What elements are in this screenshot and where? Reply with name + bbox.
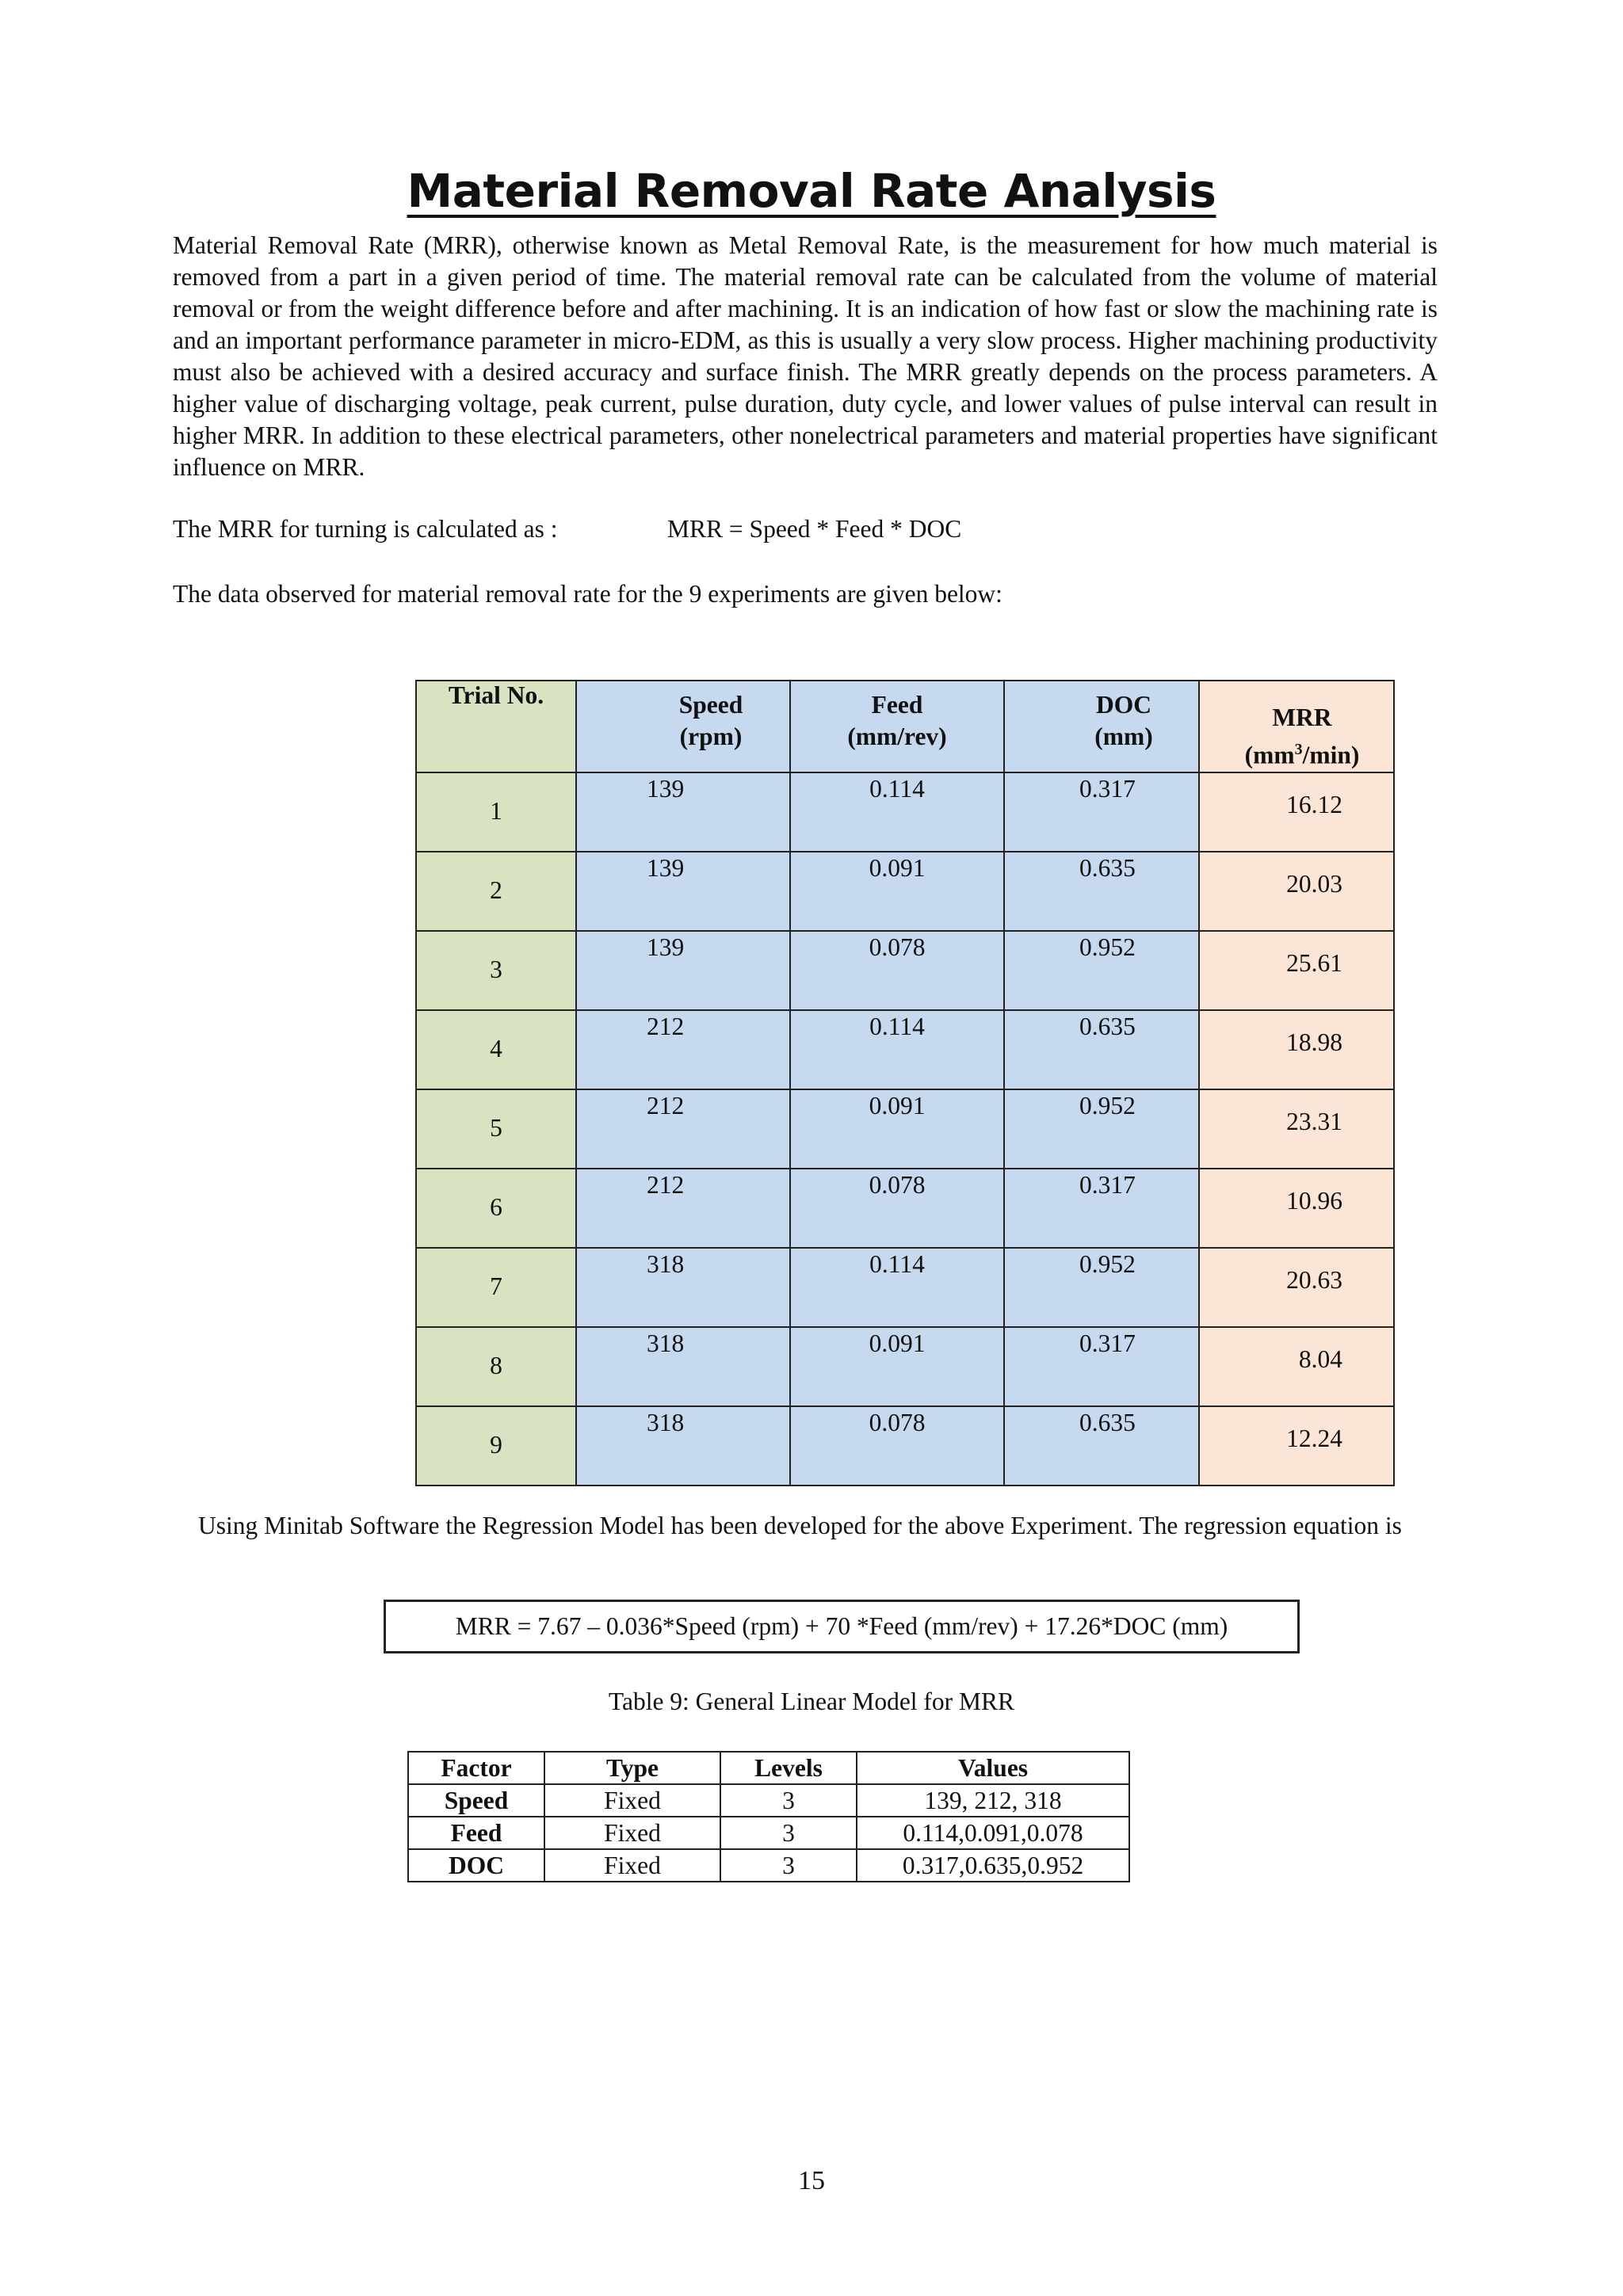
- formula-label: The MRR for turning is calculated as :: [173, 515, 558, 543]
- header-feed: Feed (mm/rev): [790, 681, 1004, 772]
- experiment-table-header-row: [416, 681, 1394, 772]
- feed-cell: 0.091: [790, 1327, 1004, 1406]
- mrr-cell: 20.63: [1199, 1248, 1394, 1327]
- regression-text: Using Minitab Software the Regression Model has been developed for the above Experiment. The regression equation is: [198, 1512, 1402, 1539]
- trial-cell: 5: [416, 1089, 576, 1169]
- doc-cell: 0.317: [1004, 1169, 1199, 1248]
- type-cell: Fixed: [544, 1784, 720, 1817]
- doc-cell: 0.317: [1004, 772, 1199, 852]
- trial-cell: 4: [416, 1010, 576, 1089]
- factor-cell: Feed: [408, 1817, 544, 1849]
- doc-cell: 0.635: [1004, 852, 1199, 931]
- mrr-formula: MRR = Speed * Feed * DOC: [667, 515, 962, 543]
- mrr-cell: 8.04: [1199, 1327, 1394, 1406]
- factor-cell: Speed: [408, 1784, 544, 1817]
- feed-cell: 0.078: [790, 1169, 1004, 1248]
- speed-cell: 212: [576, 1169, 790, 1248]
- doc-cell: 0.317: [1004, 1327, 1199, 1406]
- mrr-cell: 18.98: [1199, 1010, 1394, 1089]
- header-mrr: MRR $(mm^3/\min)$: [1199, 681, 1394, 772]
- values-cell: 0.114,0.091,0.078: [857, 1817, 1129, 1849]
- levels-cell: 3: [720, 1784, 857, 1817]
- values-cell: 139, 212, 318: [857, 1784, 1129, 1817]
- mrr-cell: 10.96: [1199, 1169, 1394, 1248]
- table-row: [416, 1327, 1394, 1406]
- table-row: [416, 931, 1394, 1010]
- speed-cell: 212: [576, 1089, 790, 1169]
- doc-cell: 0.635: [1004, 1010, 1199, 1089]
- trial-cell: 3: [416, 931, 576, 1010]
- table-row: [416, 852, 1394, 931]
- feed-cell: 0.078: [790, 1406, 1004, 1486]
- speed-cell: 139: [576, 852, 790, 931]
- header-speed: Speed (rpm): [576, 681, 790, 772]
- feed-cell: 0.078: [790, 931, 1004, 1010]
- levels-cell: 3: [720, 1817, 857, 1849]
- table-row: [416, 1010, 1394, 1089]
- glm-table: [407, 1751, 1130, 1882]
- formula-line: [173, 515, 962, 543]
- type-cell: Fixed: [544, 1817, 720, 1849]
- glm-header-levels: Levels: [720, 1752, 857, 1784]
- feed-cell: 0.114: [790, 1010, 1004, 1089]
- experiment-table: [415, 680, 1395, 1486]
- trial-cell: 1: [416, 772, 576, 852]
- page-title: Material Removal Rate Analysis: [407, 163, 1216, 218]
- speed-cell: 212: [576, 1010, 790, 1089]
- glm-header-row: [408, 1752, 1129, 1784]
- speed-cell: 318: [576, 1327, 790, 1406]
- levels-cell: 3: [720, 1849, 857, 1882]
- header-doc: DOC (mm): [1004, 681, 1199, 772]
- table-row: [408, 1784, 1129, 1817]
- mrr-cell: 16.12: [1199, 772, 1394, 852]
- table-row: [416, 1248, 1394, 1327]
- type-cell: Fixed: [544, 1849, 720, 1882]
- page-number: 15: [798, 2166, 825, 2195]
- trial-cell: 8: [416, 1327, 576, 1406]
- mrr-cell: 23.31: [1199, 1089, 1394, 1169]
- feed-cell: 0.091: [790, 1089, 1004, 1169]
- doc-cell: 0.635: [1004, 1406, 1199, 1486]
- glm-table-caption: Table 9: General Linear Model for MRR: [608, 1688, 1015, 1715]
- speed-cell: 139: [576, 772, 790, 852]
- table-row: [416, 1406, 1394, 1486]
- data-intro: The data observed for material removal rate for the 9 experiments are given below:: [173, 580, 1002, 608]
- factor-cell: DOC: [408, 1849, 544, 1882]
- glm-header-factor: Factor: [408, 1752, 544, 1784]
- trial-cell: 7: [416, 1248, 576, 1327]
- doc-cell: 0.952: [1004, 1248, 1199, 1327]
- doc-cell: 0.952: [1004, 1089, 1199, 1169]
- trial-cell: 9: [416, 1406, 576, 1486]
- glm-header-type: Type: [544, 1752, 720, 1784]
- intro-paragraph: Material Removal Rate (MRR), otherwise known as Metal Removal Rate, is the measurement for how much material is removed from a part in a given period of time. The material removal rate can be calculated from the volume of material removal or from the weight difference before and after machining. It is an indication of how fast or slow the machining rate is and an important performance parameter in micro-EDM, as this is usually a very slow process. Higher machining productivity must also be achieved with a desired accuracy and surface finish. The MRR greatly depends on the process parameters. A higher value of discharging voltage, peak current, pulse duration, duty cycle, and lower values of pulse interval can result in higher MRR. In addition to these electrical parameters, other nonelectrical parameters and material properties have significant influence on MRR.: [173, 231, 1438, 481]
- mrr-cell: 12.24: [1199, 1406, 1394, 1486]
- speed-cell: 139: [576, 931, 790, 1010]
- speed-cell: 318: [576, 1406, 790, 1486]
- table-row: [416, 772, 1394, 852]
- feed-cell: 0.114: [790, 1248, 1004, 1327]
- values-cell: 0.317,0.635,0.952: [857, 1849, 1129, 1882]
- glm-header-values: Values: [857, 1752, 1129, 1784]
- doc-cell: 0.952: [1004, 931, 1199, 1010]
- table-row: [408, 1849, 1129, 1882]
- table-row: [416, 1089, 1394, 1169]
- speed-cell: 318: [576, 1248, 790, 1327]
- mrr-cell: 25.61: [1199, 931, 1394, 1010]
- trial-cell: 6: [416, 1169, 576, 1248]
- table-row: [408, 1817, 1129, 1849]
- mrr-cell: 20.03: [1199, 852, 1394, 931]
- trial-cell: 2: [416, 852, 576, 931]
- header-trial-no: Trial No.: [416, 681, 576, 772]
- table-row: [416, 1169, 1394, 1248]
- feed-cell: 0.114: [790, 772, 1004, 852]
- regression-equation-box: MRR = 7.67 – 0.036*Speed (rpm) + 70 *Feed (mm/rev) + 17.26*DOC (mm): [384, 1600, 1300, 1653]
- feed-cell: 0.091: [790, 852, 1004, 931]
